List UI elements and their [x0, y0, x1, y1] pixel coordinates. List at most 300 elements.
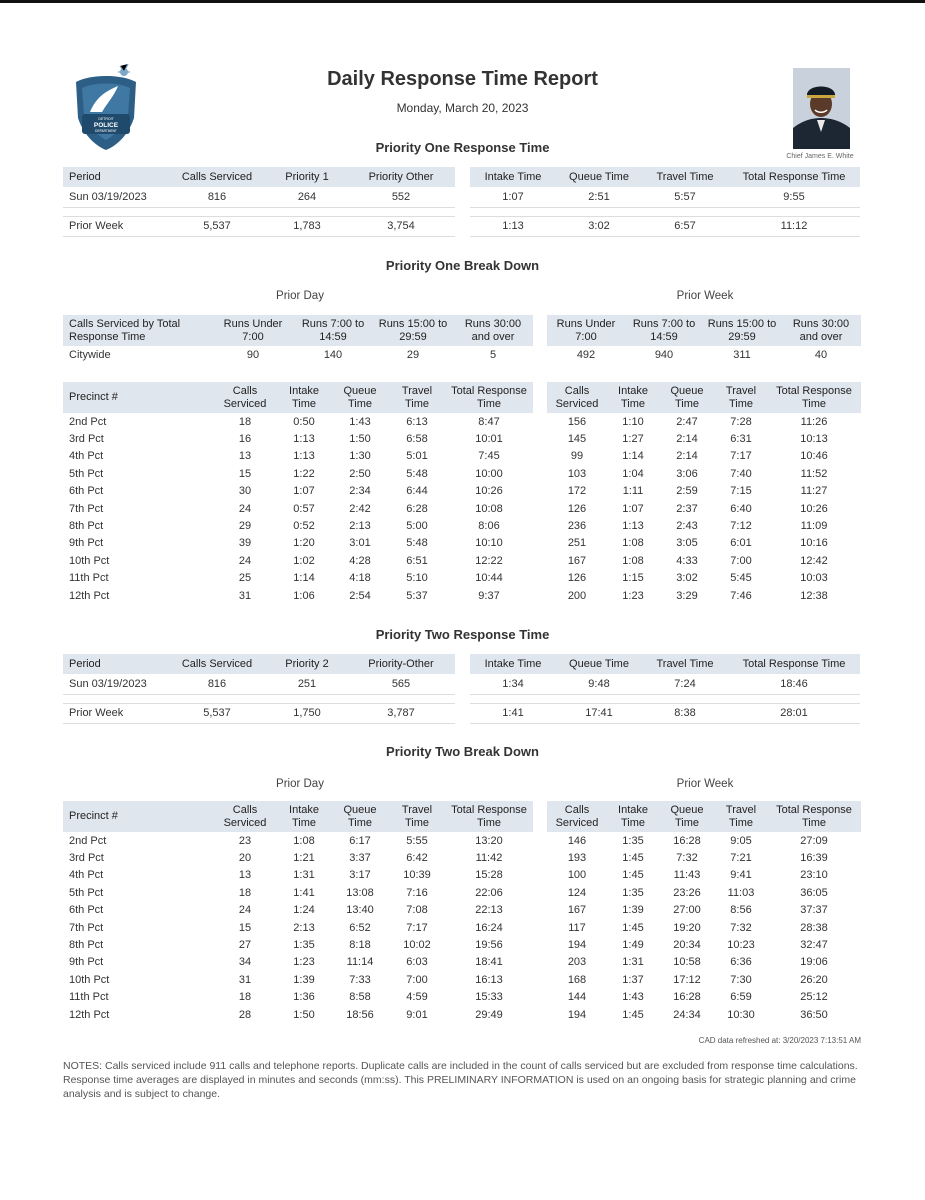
value-cell: 1:22 [293, 467, 315, 480]
value-cell: 17:12 [673, 973, 701, 986]
value-cell: 8:58 [349, 991, 371, 1004]
value-cell: 167 [567, 904, 587, 917]
precinct-row [63, 552, 533, 569]
col-priority-2: Priority 2 [267, 654, 347, 674]
col-total-response-time: Total Response Time [445, 801, 533, 832]
precinct-name: 11th Pct [69, 572, 109, 585]
value-cell: 6:36 [730, 956, 752, 969]
precinct-row [63, 517, 533, 534]
value-cell: 5:00 [406, 520, 428, 533]
logo-line3: DEPARTMENT [95, 129, 117, 133]
col-runs-30-over: Runs 30:00 and over [453, 315, 533, 346]
col-runs-7-15: Runs 7:00 to 14:59 [293, 315, 373, 346]
value-cell: 8:38 [642, 703, 728, 723]
precinct-row [547, 902, 861, 919]
value-cell: 16:24 [475, 921, 503, 934]
precinct-name: 12th Pct [69, 1008, 110, 1021]
value-cell: 32:47 [800, 939, 828, 952]
col-intake-time: Intake Time [470, 654, 556, 674]
value-cell: 126 [567, 572, 587, 585]
precinct-name: 10th Pct [69, 973, 110, 986]
value-cell: 103 [567, 467, 587, 480]
precinct-name: 7th Pct [69, 502, 104, 515]
value-cell: 2:43 [676, 520, 698, 533]
col-queue-time: Queue Time [331, 382, 389, 413]
value-cell: 1:10 [622, 415, 644, 428]
value-cell: 4:18 [349, 572, 371, 585]
value-cell: 19:06 [800, 956, 828, 969]
precinct-name: 8th Pct [69, 939, 104, 952]
value-cell: 1:39 [622, 904, 644, 917]
precinct-row [63, 483, 533, 500]
precinct-row [63, 430, 533, 447]
precinct-row [547, 954, 861, 971]
value-cell: 1:31 [293, 869, 315, 882]
value-cell: 10:16 [800, 537, 828, 550]
value-cell: 2:51 [556, 187, 642, 207]
value-cell: 6:17 [349, 834, 371, 847]
col-calls-serviced: Calls Serviced [213, 801, 277, 832]
value-cell: 552 [347, 187, 455, 207]
p2-prior-day-label: Prior Day [276, 778, 324, 790]
value-cell: 99 [570, 450, 584, 463]
value-cell: 3:05 [676, 537, 698, 550]
value-cell: 5:48 [406, 537, 428, 550]
value-cell: 1:31 [622, 956, 644, 969]
value-cell: 9:55 [728, 187, 860, 207]
value-cell: 167 [567, 554, 587, 567]
value-cell: 7:30 [730, 973, 752, 986]
precinct-row [63, 413, 533, 430]
value-cell: 1,783 [267, 216, 347, 236]
precinct-name: 4th Pct [69, 869, 104, 882]
value-cell: 17:41 [556, 703, 642, 723]
value-cell: 31 [238, 973, 252, 986]
table-row [470, 703, 860, 723]
value-cell: 156 [567, 415, 587, 428]
value-cell: 1:27 [622, 433, 644, 446]
value-cell: 236 [567, 520, 587, 533]
col-priority-other: Priority-Other [347, 654, 455, 674]
value-cell: 1:02 [293, 554, 315, 567]
value-cell: 8:18 [349, 939, 371, 952]
value-cell: 144 [567, 991, 587, 1004]
period-cell: Prior Week [63, 703, 167, 723]
value-cell: 816 [167, 674, 267, 694]
value-cell: 12:38 [800, 589, 828, 602]
value-cell: 40 [814, 348, 828, 361]
value-cell: 2:37 [676, 502, 698, 515]
value-cell: 2:59 [676, 485, 698, 498]
value-cell: 492 [576, 348, 596, 361]
value-cell: 3:02 [556, 216, 642, 236]
value-cell: 9:48 [556, 674, 642, 694]
value-cell: 19:20 [673, 921, 701, 934]
col-queue-time: Queue Time [556, 167, 642, 187]
value-cell: 1:08 [622, 554, 644, 567]
top-border [0, 0, 925, 3]
value-cell: 10:01 [475, 433, 503, 446]
chief-photo [793, 68, 850, 149]
precinct-row [547, 448, 861, 465]
precinct-name: 9th Pct [69, 956, 104, 969]
col-intake-time: Intake Time [277, 801, 331, 832]
value-cell: 18 [238, 886, 252, 899]
value-cell: 11:27 [800, 485, 828, 498]
value-cell: 11:12 [728, 216, 860, 236]
col-period: Period [63, 654, 167, 674]
p2-prior-week-label: Prior Week [676, 778, 734, 790]
precinct-row [547, 535, 861, 552]
value-cell: 24:34 [673, 1008, 701, 1021]
value-cell: 7:33 [349, 973, 371, 986]
precinct-row [63, 884, 533, 901]
col-runs-30-over: Runs 30:00 and over [781, 315, 861, 346]
value-cell: 311 [733, 348, 751, 361]
value-cell: 1:35 [622, 886, 644, 899]
value-cell: 1:15 [622, 572, 644, 585]
value-cell: 1:24 [293, 904, 315, 917]
value-cell: 19:56 [475, 939, 503, 952]
value-cell: 26:20 [800, 973, 828, 986]
value-cell: 4:28 [349, 554, 371, 567]
col-queue-time: Queue Time [331, 801, 389, 832]
p1-breakdown-title: Priority One Break Down [385, 258, 540, 273]
value-cell: 2:50 [349, 467, 371, 480]
value-cell: 10:02 [403, 939, 431, 952]
value-cell: 168 [567, 973, 587, 986]
p1-precinct-week-table [547, 382, 861, 604]
value-cell: 18:56 [346, 1008, 374, 1021]
value-cell: 6:42 [406, 852, 428, 865]
period-cell: Prior Week [63, 216, 167, 236]
value-cell: 0:57 [293, 502, 315, 515]
col-calls-serviced: Calls Serviced [167, 167, 267, 187]
value-cell: 25 [238, 572, 252, 585]
p2-precinct-day-table [63, 801, 533, 1023]
col-travel-time: Travel Time [389, 382, 445, 413]
value-cell: 6:31 [730, 433, 752, 446]
value-cell: 24 [238, 554, 252, 567]
col-runs-15-30: Runs 15:00 to 29:59 [703, 315, 781, 346]
value-cell: 7:00 [406, 973, 428, 986]
value-cell: 30 [238, 485, 252, 498]
value-cell: 22:06 [475, 886, 503, 899]
value-cell: 194 [567, 1008, 587, 1021]
value-cell: 13 [238, 869, 252, 882]
precinct-name: 3rd Pct [69, 852, 104, 865]
col-total-response-time: Total Response Time [445, 382, 533, 413]
value-cell: 29 [406, 348, 420, 361]
precinct-name: 11th Pct [69, 991, 109, 1004]
value-cell: 4:59 [406, 991, 428, 1004]
col-travel-time: Travel Time [715, 801, 767, 832]
value-cell: 6:57 [642, 216, 728, 236]
value-cell: 1:11 [622, 485, 644, 498]
value-cell: 11:09 [800, 520, 828, 533]
value-cell: 7:32 [676, 852, 698, 865]
p2-breakdown-title: Priority Two Break Down [386, 744, 539, 759]
value-cell: 5:37 [406, 589, 428, 602]
value-cell: 3:17 [349, 869, 371, 882]
value-cell: 5:57 [642, 187, 728, 207]
value-cell: 7:17 [406, 921, 428, 934]
value-cell: 7:17 [730, 450, 752, 463]
value-cell: 7:15 [730, 485, 752, 498]
value-cell: 11:26 [800, 415, 828, 428]
value-cell: 1:43 [622, 991, 644, 1004]
value-cell: 90 [246, 348, 260, 361]
col-total-response-time: Total Response Time [767, 801, 861, 832]
precinct-row [63, 832, 533, 849]
precinct-row [547, 465, 861, 482]
value-cell: 12:22 [475, 554, 503, 567]
col-runs-7-15: Runs 7:00 to 14:59 [625, 315, 703, 346]
value-cell: 194 [567, 939, 587, 952]
value-cell: 5,537 [167, 216, 267, 236]
precinct-row [547, 832, 861, 849]
col-runs-15-30: Runs 15:00 to 29:59 [373, 315, 453, 346]
value-cell: 2:54 [349, 589, 371, 602]
logo-line2: POLICE [93, 122, 119, 129]
value-cell: 20:34 [673, 939, 701, 952]
precinct-row [63, 570, 533, 587]
value-cell: 1:14 [622, 450, 644, 463]
value-cell: 145 [567, 433, 587, 446]
value-cell: 1:50 [293, 1008, 315, 1021]
value-cell: 15 [238, 921, 252, 934]
col-total-response-time: Total Response Time [728, 167, 860, 187]
footer-notes: NOTES: Calls serviced include 911 calls and telephone reports. Duplicate calls are included in the count of calls serviced but are excluded from response time calculations. Response time averages are displayed in minutes and seconds (mm:ss). This PRELIMINARY INFORMATION is used on an ongoing basis for strategic planning and crime analysis and is subject to change. [63, 1060, 858, 1100]
value-cell: 18 [238, 991, 252, 1004]
col-travel-time: Travel Time [642, 654, 728, 674]
value-cell: 16:28 [673, 991, 701, 1004]
value-cell: 3:01 [349, 537, 371, 550]
precinct-row [547, 936, 861, 953]
value-cell: 1:35 [622, 834, 644, 847]
value-cell: 36:05 [800, 886, 828, 899]
precinct-row [547, 430, 861, 447]
value-cell: 6:03 [406, 956, 428, 969]
value-cell: 1:39 [293, 973, 315, 986]
value-cell: 36:50 [800, 1008, 828, 1021]
precinct-row [547, 587, 861, 604]
value-cell: 7:16 [406, 886, 428, 899]
value-cell: 146 [567, 834, 587, 847]
value-cell: 8:56 [730, 904, 752, 917]
table-row [470, 187, 860, 207]
precinct-row [547, 1006, 861, 1023]
precinct-row [547, 552, 861, 569]
p1-runs-week-table [547, 315, 861, 363]
value-cell: 25:12 [800, 991, 828, 1004]
col-calls-by-total: Calls Serviced by Total Response Time [63, 315, 213, 346]
value-cell: 9:41 [730, 869, 752, 882]
col-queue-time: Queue Time [556, 654, 642, 674]
precinct-name: 5th Pct [69, 467, 104, 480]
p1-response-title: Priority One Response Time [375, 140, 550, 155]
precinct-row [547, 413, 861, 430]
value-cell: 117 [568, 921, 586, 934]
value-cell: 0:52 [293, 520, 315, 533]
p1-runs-day-table [63, 315, 533, 363]
value-cell: 10:13 [800, 433, 828, 446]
value-cell: 1:13 [293, 433, 315, 446]
precinct-row [547, 971, 861, 988]
value-cell: 126 [567, 502, 587, 515]
col-precinct: Precinct # [63, 382, 213, 413]
value-cell: 13:40 [346, 904, 374, 917]
value-cell: 1:13 [470, 216, 556, 236]
value-cell: 24 [238, 904, 252, 917]
col-intake-time: Intake Time [277, 382, 331, 413]
value-cell: 10:44 [475, 572, 503, 585]
value-cell: 7:40 [730, 467, 752, 480]
precinct-row [63, 989, 533, 1006]
value-cell: 6:40 [730, 502, 752, 515]
value-cell: 10:03 [800, 572, 828, 585]
value-cell: 1:30 [349, 450, 371, 463]
value-cell: 10:08 [475, 502, 503, 515]
value-cell: 9:37 [478, 589, 500, 602]
value-cell: 2:42 [349, 502, 371, 515]
period-cell: Sun 03/19/2023 [63, 187, 167, 207]
value-cell: 11:42 [475, 852, 503, 865]
col-total-response-time: Total Response Time [767, 382, 861, 413]
p2-precinct-week-table [547, 801, 861, 1023]
value-cell: 1:45 [622, 1008, 644, 1021]
value-cell: 7:12 [730, 520, 752, 533]
chief-caption: Chief James E. White [786, 153, 854, 160]
value-cell: 1:07 [470, 187, 556, 207]
value-cell: 5:55 [406, 834, 428, 847]
value-cell: 11:03 [727, 886, 755, 899]
p1-response-left-table [63, 167, 455, 237]
value-cell: 1:50 [349, 433, 371, 446]
precinct-row [547, 919, 861, 936]
col-calls-serviced: Calls Serviced [547, 382, 607, 413]
value-cell: 6:13 [406, 415, 428, 428]
value-cell: 1:23 [293, 956, 315, 969]
precinct-name: 2nd Pct [69, 415, 107, 428]
precinct-row [63, 954, 533, 971]
value-cell: 1:34 [470, 674, 556, 694]
p2-response-left-table [63, 654, 455, 724]
precinct-row [63, 936, 533, 953]
col-priority-other: Priority Other [347, 167, 455, 187]
value-cell: 29:49 [475, 1008, 503, 1021]
value-cell: 1:14 [293, 572, 315, 585]
precinct-row [547, 500, 861, 517]
value-cell: 5:45 [730, 572, 752, 585]
value-cell: 0:50 [293, 415, 315, 428]
value-cell: 1:07 [293, 485, 315, 498]
value-cell: 10:00 [475, 467, 503, 480]
table-row [63, 187, 455, 207]
value-cell: 10:46 [800, 450, 828, 463]
value-cell: 9:01 [406, 1008, 428, 1021]
value-cell: 23 [238, 834, 252, 847]
refresh-timestamp: CAD data refreshed at: 3/20/2023 7:13:51 AM [698, 1036, 861, 1045]
value-cell: 27 [238, 939, 252, 952]
value-cell: 1:43 [349, 415, 371, 428]
value-cell: 200 [567, 589, 587, 602]
value-cell: 16:39 [800, 852, 828, 865]
p1-prior-week-label: Prior Week [676, 290, 734, 302]
value-cell: 10:39 [403, 869, 431, 882]
table-row [63, 674, 455, 694]
value-cell: 140 [323, 348, 343, 361]
precinct-row [63, 919, 533, 936]
value-cell: 193 [567, 852, 587, 865]
value-cell: 28:01 [728, 703, 860, 723]
value-cell: 10:26 [475, 485, 503, 498]
precinct-name: 9th Pct [69, 537, 104, 550]
p1-prior-day-label: Prior Day [276, 290, 324, 302]
value-cell: 9:05 [730, 834, 752, 847]
value-cell: 1:36 [293, 991, 315, 1004]
value-cell: 3:37 [349, 852, 371, 865]
value-cell: 23:26 [673, 886, 701, 899]
value-cell: 1:41 [470, 703, 556, 723]
precinct-name: 6th Pct [69, 485, 104, 498]
value-cell: 1:07 [622, 502, 644, 515]
precinct-row [63, 587, 533, 604]
table-row [470, 674, 860, 694]
value-cell: 20 [238, 852, 252, 865]
value-cell: 16 [238, 433, 252, 446]
col-runs-under-7: Runs Under 7:00 [213, 315, 293, 346]
value-cell: 816 [167, 187, 267, 207]
precinct-name: 6th Pct [69, 904, 104, 917]
value-cell: 251 [267, 674, 347, 694]
value-cell: 264 [267, 187, 347, 207]
value-cell: 16:13 [475, 973, 503, 986]
col-travel-time: Travel Time [642, 167, 728, 187]
value-cell: 10:26 [800, 502, 828, 515]
value-cell: 1:04 [622, 467, 644, 480]
value-cell: 3:06 [676, 467, 698, 480]
value-cell: 2:34 [349, 485, 371, 498]
value-cell: 10:30 [727, 1008, 755, 1021]
col-intake-time: Intake Time [607, 382, 659, 413]
value-cell: 5 [489, 348, 497, 361]
precinct-name: 7th Pct [69, 921, 104, 934]
col-period: Period [63, 167, 167, 187]
value-cell: 7:32 [730, 921, 752, 934]
logo-line1: DETROIT [98, 117, 114, 121]
precinct-name: 10th Pct [69, 554, 110, 567]
col-intake-time: Intake Time [470, 167, 556, 187]
report-date: Monday, March 20, 2023 [396, 101, 529, 115]
value-cell: 3,787 [347, 703, 455, 723]
precinct-name: 4th Pct [69, 450, 104, 463]
precinct-row [63, 867, 533, 884]
value-cell: 28 [238, 1008, 252, 1021]
value-cell: 39 [238, 537, 252, 550]
value-cell: 6:59 [730, 991, 752, 1004]
col-priority-1: Priority 1 [267, 167, 347, 187]
value-cell: 1:20 [293, 537, 315, 550]
value-cell: 5:10 [406, 572, 428, 585]
value-cell: 1:45 [622, 921, 644, 934]
precinct-row [63, 535, 533, 552]
table-row [470, 216, 860, 236]
value-cell: 1:08 [622, 537, 644, 550]
value-cell: 27:00 [673, 904, 701, 917]
value-cell: 940 [654, 348, 674, 361]
value-cell: 11:14 [346, 956, 374, 969]
